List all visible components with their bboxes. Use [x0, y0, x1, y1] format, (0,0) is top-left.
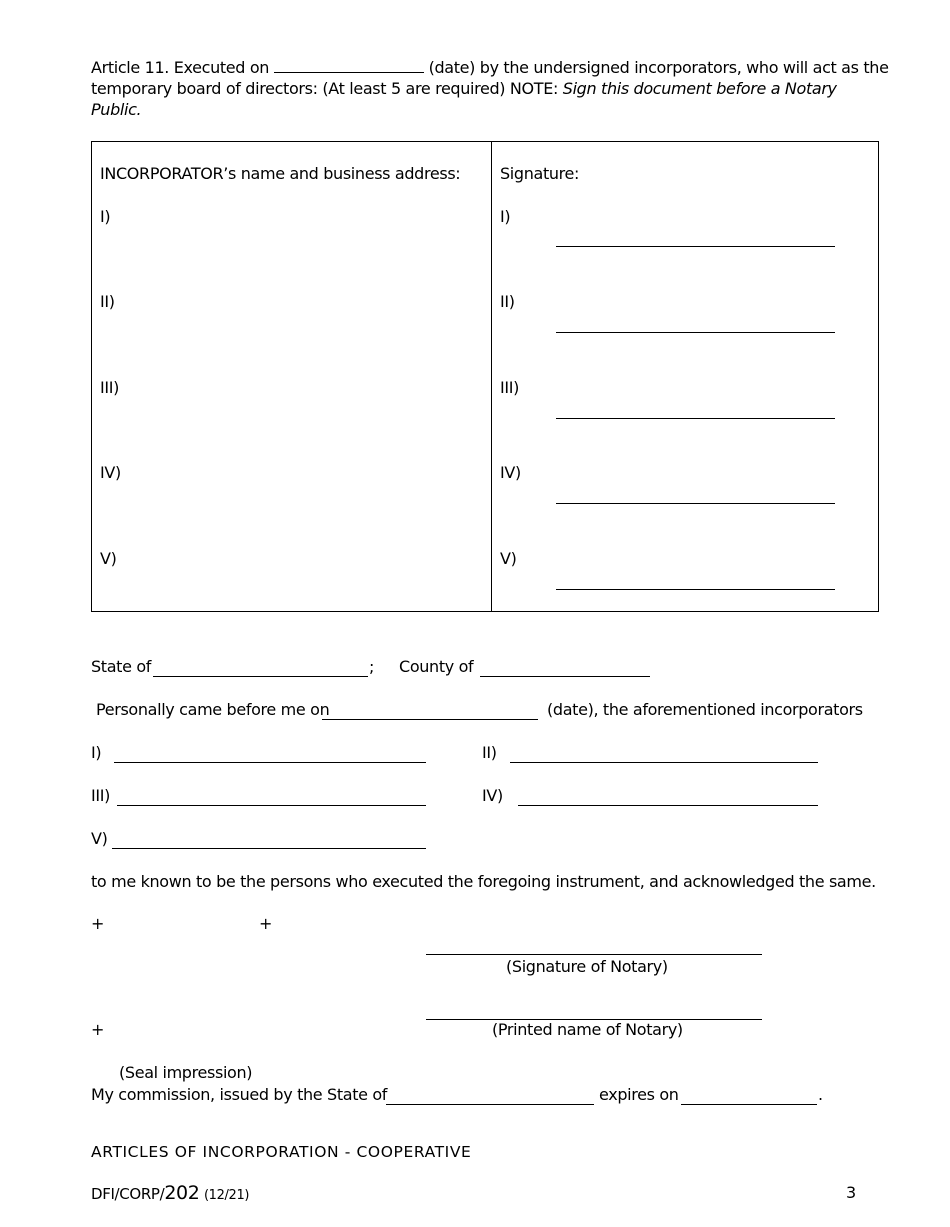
- incorporator-row-label: IV): [100, 463, 121, 482]
- county-label: County of: [399, 657, 474, 676]
- incorporator-row-label: I): [100, 207, 111, 226]
- seal-corner-mark: +: [91, 914, 105, 933]
- date-suffix-text: (date), the aforementioned incorporators: [547, 700, 863, 719]
- page-number: 3: [846, 1183, 856, 1202]
- commission-label: My commission, issued by the State of: [91, 1085, 388, 1104]
- notary-note: Sign this document before a Notary Public.: [91, 79, 837, 119]
- incorporator-label: IV): [482, 786, 503, 805]
- seal-corner-mark: +: [91, 1020, 105, 1039]
- commission-expiry-field[interactable]: [681, 1104, 817, 1105]
- seal-corner-mark: +: [259, 914, 273, 933]
- sentence-period: .: [818, 1085, 823, 1104]
- state-county-separator: ;: [369, 657, 375, 676]
- article-11-prefix: Article 11. Executed on: [91, 58, 270, 77]
- form-identifier: [91, 1182, 249, 1204]
- signature-row-label: V): [500, 549, 517, 568]
- signature-line[interactable]: [556, 418, 835, 419]
- incorporator-label: II): [482, 743, 497, 762]
- county-field[interactable]: [480, 676, 650, 677]
- execution-date-field[interactable]: [274, 57, 424, 73]
- incorporator-label: I): [91, 743, 102, 762]
- signature-row-label: I): [500, 207, 511, 226]
- state-label: State of: [91, 657, 152, 676]
- incorporator-label: V): [91, 829, 108, 848]
- expires-label: expires on: [599, 1085, 679, 1104]
- form-title: ARTICLES OF INCORPORATION - COOPERATIVE: [91, 1143, 472, 1161]
- incorporator-row-label: V): [100, 549, 117, 568]
- seal-impression-label: (Seal impression): [119, 1063, 253, 1082]
- signature-line[interactable]: [556, 503, 835, 504]
- signature-row-label: III): [500, 378, 519, 397]
- incorporator-name-header: INCORPORATOR’s name and business address:: [100, 164, 461, 183]
- article-11-paragraph: [91, 57, 891, 120]
- incorporator-name-field[interactable]: [510, 762, 818, 763]
- signature-line[interactable]: [556, 589, 835, 590]
- incorporator-label: III): [91, 786, 110, 805]
- incorporators-table: [91, 141, 879, 612]
- signature-line[interactable]: [556, 332, 835, 333]
- personally-came-label: Personally came before me on: [96, 700, 330, 719]
- incorporator-name-field[interactable]: [117, 805, 426, 806]
- article-11-body: (date) by the undersigned incorporators, who will act as the temporary board of directors: (At least 5 are required) NOTE:: [91, 58, 889, 98]
- incorporator-row-label: III): [100, 378, 119, 397]
- form-id-prefix: DFI/CORP/: [91, 1185, 165, 1203]
- state-field[interactable]: [153, 676, 368, 677]
- incorporator-row-label: II): [100, 292, 115, 311]
- acknowledgment-statement: to me known to be the persons who executed the foregoing instrument, and acknowledged the same.: [91, 872, 876, 891]
- incorporator-name-field[interactable]: [518, 805, 818, 806]
- signature-header: Signature:: [500, 164, 580, 183]
- form-number: 202: [164, 1182, 200, 1204]
- signature-row-label: II): [500, 292, 515, 311]
- commission-state-field[interactable]: [386, 1104, 594, 1105]
- incorporator-name-field[interactable]: [112, 848, 426, 849]
- notary-signature-label: (Signature of Notary): [506, 957, 668, 976]
- acknowledgment-date-field[interactable]: [322, 719, 538, 720]
- incorporator-name-field[interactable]: [114, 762, 426, 763]
- signature-line[interactable]: [556, 246, 835, 247]
- notary-printed-name-label: (Printed name of Notary): [492, 1020, 683, 1039]
- notary-signature-line[interactable]: [426, 954, 762, 955]
- table-column-divider: [491, 142, 492, 611]
- signature-row-label: IV): [500, 463, 521, 482]
- form-revision: (12/21): [203, 1188, 250, 1203]
